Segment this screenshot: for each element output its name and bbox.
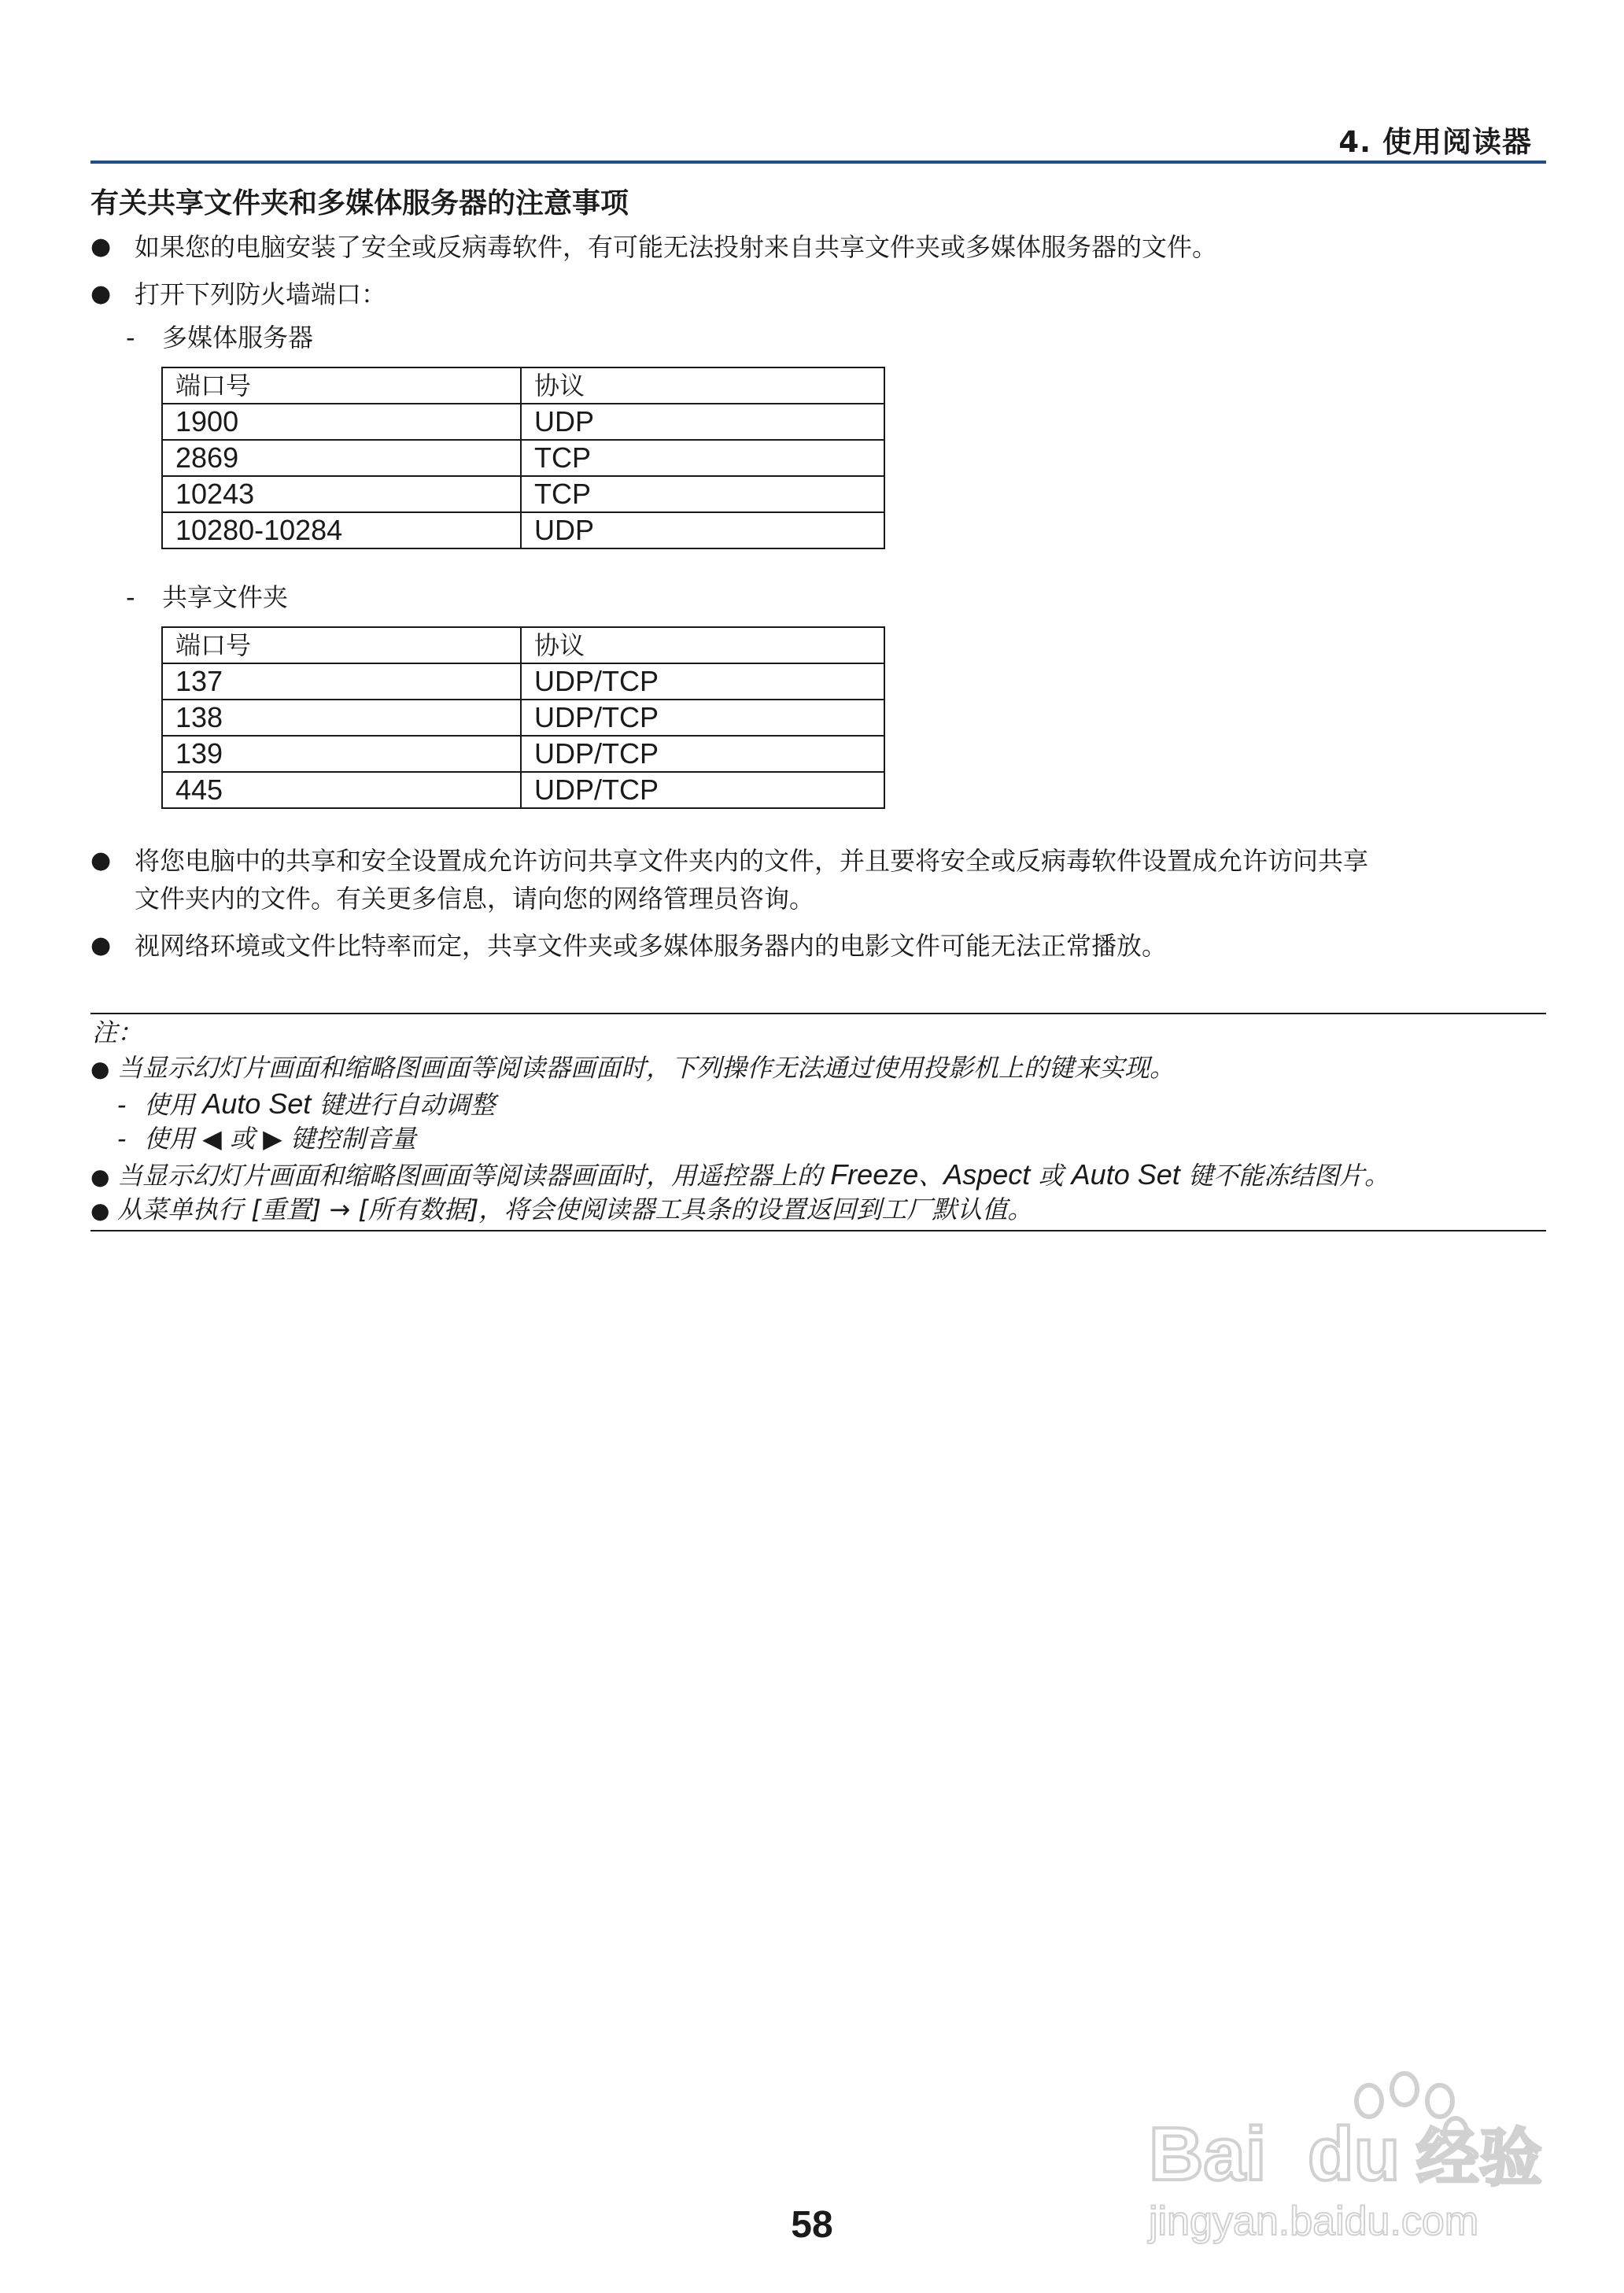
- table-header-row: [162, 367, 884, 404]
- notes-label: 注：: [92, 1017, 143, 1047]
- key-name: Freeze: [830, 1158, 919, 1191]
- bullet-text: [135, 842, 1624, 918]
- note-text: 当显示幻灯片画面和缩略图画面等阅读器画面时，用遥控器上的: [117, 1161, 831, 1191]
- key-name: Auto Set: [1071, 1158, 1180, 1191]
- bullet-dot-icon: ●: [90, 280, 112, 308]
- note-text: ，将会使阅读器工具条的设置返回到工厂默认值。: [478, 1195, 1033, 1224]
- port-cell: 139: [162, 736, 521, 772]
- protocol-cell: UDP: [521, 404, 884, 440]
- note-item: [90, 1192, 1546, 1228]
- bullet-text-line: 文件夹内的文件。有关更多信息，请向您的网络管理员咨询。: [135, 884, 815, 914]
- media-server-port-table: [161, 367, 885, 549]
- table-row: [162, 736, 884, 772]
- sub-item-label: 多媒体服务器: [162, 323, 314, 353]
- protocol-cell: UDP/TCP: [521, 700, 884, 736]
- shared-folder-port-table: [161, 626, 885, 809]
- table-row: [162, 404, 884, 440]
- note-text: 从菜单执行: [117, 1195, 252, 1224]
- bullet-dot-icon: ●: [90, 233, 112, 260]
- table-row: [162, 476, 884, 512]
- note-item: [90, 1157, 1546, 1192]
- table-row: [162, 772, 884, 808]
- arrow-text: →: [321, 1195, 359, 1224]
- running-header: 4. 使用阅读器: [1338, 125, 1532, 159]
- note-text: 或: [1030, 1161, 1072, 1191]
- watermark-cn: 经验: [1416, 2121, 1542, 2195]
- note-text: 使用 ◀ 或 ▶ 键控制音量: [144, 1124, 416, 1154]
- table-row: [162, 512, 884, 548]
- port-cell: 137: [162, 663, 521, 700]
- dash-marker: -: [117, 1090, 127, 1120]
- note-sub-item: [90, 1121, 1546, 1157]
- menu-path: [所有数据]: [358, 1195, 479, 1224]
- column-header-protocol: 协议: [521, 627, 884, 663]
- watermark-brand: Bai: [1149, 2112, 1267, 2196]
- protocol-cell: UDP/TCP: [521, 663, 884, 700]
- dash-marker: -: [117, 1124, 127, 1154]
- table-row: [162, 663, 884, 700]
- sub-item-label: 共享文件夹: [162, 582, 289, 612]
- dash-marker: -: [126, 323, 135, 353]
- page-number: 58: [791, 2204, 833, 2246]
- section-title: 有关共享文件夹和多媒体服务器的注意事项: [90, 187, 629, 220]
- note-text: 键不能冻结图片。: [1179, 1161, 1390, 1191]
- note-text: 使用: [144, 1090, 203, 1120]
- port-cell: 10243: [162, 476, 521, 512]
- notes-rule-bottom: [90, 1230, 1546, 1231]
- baidu-jingyan-watermark: [1133, 2046, 1574, 2251]
- note-sub-item: [90, 1086, 1546, 1121]
- port-cell: 2869: [162, 440, 521, 476]
- bullet-dot-icon: ●: [90, 1164, 110, 1190]
- notes-label-line: [90, 1015, 1546, 1050]
- key-name: Auto Set: [202, 1087, 312, 1120]
- watermark-url: jingyan.baidu.com: [1149, 2199, 1479, 2244]
- port-cell: 1900: [162, 404, 521, 440]
- port-cell: 138: [162, 700, 521, 736]
- bullet-text: 视网络环境或文件比特率而定，共享文件夹或多媒体服务器内的电影文件可能无法正常播放。: [135, 931, 1168, 961]
- protocol-cell: TCP: [521, 440, 884, 476]
- bullet-text: 打开下列防火墙端口：: [135, 279, 387, 309]
- bullet-dot-icon: ●: [90, 932, 112, 959]
- bullet-dot-icon: ●: [90, 1056, 110, 1082]
- bullet-text: 如果您的电脑安装了安全或反病毒软件，有可能无法投射来自共享文件夹或多媒体服务器的文件。: [135, 232, 1218, 262]
- protocol-cell: UDP: [521, 512, 884, 548]
- key-name: Aspect: [943, 1158, 1031, 1191]
- note-text: 键进行自动调整: [311, 1090, 496, 1120]
- note-item: [90, 1050, 1546, 1086]
- watermark-brand-du: du: [1308, 2112, 1401, 2196]
- notes-box: [90, 1015, 1546, 1228]
- dash-marker: -: [126, 582, 135, 612]
- notes-rule-top: [90, 1013, 1546, 1014]
- column-header-port: 端口号: [162, 367, 521, 404]
- bullet-dot-icon: ●: [90, 1198, 110, 1224]
- header-rule: [90, 161, 1546, 164]
- note-text: 当显示幻灯片画面和缩略图画面等阅读器画面时，下列操作无法通过使用投影机上的键来实现。: [117, 1053, 1176, 1083]
- bullet-text-line: 将您电脑中的共享和安全设置成允许访问共享文件夹内的文件，并且要将安全或反病毒软件设置成允许访问共享: [135, 846, 1369, 876]
- menu-path: [重置]: [251, 1195, 322, 1224]
- table-header-row: [162, 627, 884, 663]
- protocol-cell: UDP/TCP: [521, 772, 884, 808]
- protocol-cell: TCP: [521, 476, 884, 512]
- note-text: 、: [918, 1161, 944, 1191]
- table-row: [162, 700, 884, 736]
- column-header-port: 端口号: [162, 627, 521, 663]
- port-cell: 10280-10284: [162, 512, 521, 548]
- protocol-cell: UDP/TCP: [521, 736, 884, 772]
- port-cell: 445: [162, 772, 521, 808]
- bullet-dot-icon: ●: [90, 847, 112, 874]
- table-row: [162, 440, 884, 476]
- column-header-protocol: 协议: [521, 367, 884, 404]
